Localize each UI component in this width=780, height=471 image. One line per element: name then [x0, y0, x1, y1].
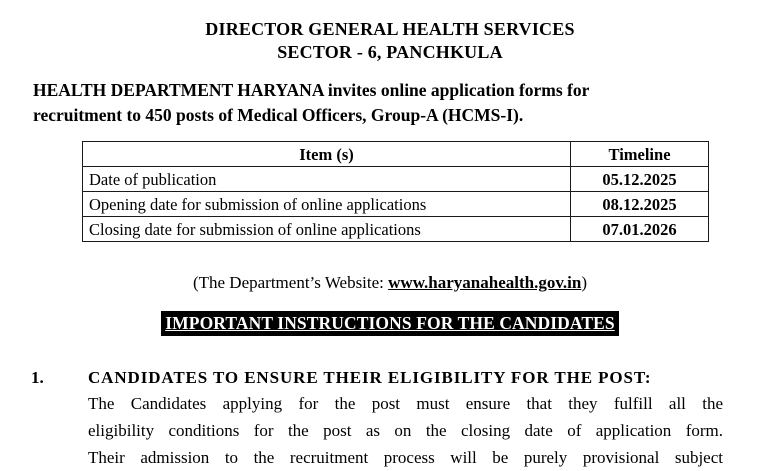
instruction-text-line-1: The Candidates applying for the post must ensure that they fulfill all the	[88, 394, 723, 413]
table-cell-item: Date of publication	[83, 167, 571, 192]
table-row	[83, 192, 709, 217]
table-row	[83, 217, 709, 242]
instruction-body	[88, 365, 723, 471]
instruction-number: 1.	[31, 368, 44, 387]
important-instructions-heading: IMPORTANT INSTRUCTIONS FOR THE CANDIDATES	[161, 311, 619, 336]
instruction-text-line-3: Their admission to the recruitment process will be purely provisional subject	[88, 448, 723, 467]
header-line-sector: SECTOR - 6, PANCHKULA	[277, 42, 503, 62]
timeline-table	[82, 141, 709, 242]
intro-line-1: HEALTH DEPARTMENT HARYANA invites online application forms for	[33, 80, 590, 100]
table-cell-timeline: 05.12.2025	[571, 167, 709, 192]
table-cell-timeline: 07.01.2026	[571, 217, 709, 242]
table-row	[83, 167, 709, 192]
instruction-item-1	[31, 365, 723, 471]
website-suffix-text: )	[581, 273, 588, 292]
document-header	[0, 18, 780, 64]
website-prefix-text: (The Department’s Website:	[192, 273, 389, 292]
instruction-text-line-2: eligibility conditions for the post as on the closing date of application form.	[88, 421, 723, 440]
instruction-title: CANDIDATES TO ENSURE THEIR ELIGIBILITY FOR THE POST:	[88, 368, 652, 387]
table-cell-timeline: 08.12.2025	[571, 192, 709, 217]
department-website-link[interactable]: www.haryanahealth.gov.in	[388, 273, 582, 292]
intro-line-2: recruitment to 450 posts of Medical Officers, Group-A (HCMS-I).	[33, 105, 524, 125]
table-header-row	[83, 142, 709, 167]
instruction-text	[88, 390, 723, 471]
highlight-heading-container	[0, 311, 780, 336]
website-line	[0, 272, 780, 294]
table-header-item: Item (s)	[83, 142, 571, 167]
intro-paragraph	[33, 78, 723, 128]
table-header-timeline: Timeline	[571, 142, 709, 167]
table-cell-item: Opening date for submission of online applications	[83, 192, 571, 217]
header-line-director-general: DIRECTOR GENERAL HEALTH SERVICES	[205, 19, 575, 39]
table-cell-item: Closing date for submission of online applications	[83, 217, 571, 242]
